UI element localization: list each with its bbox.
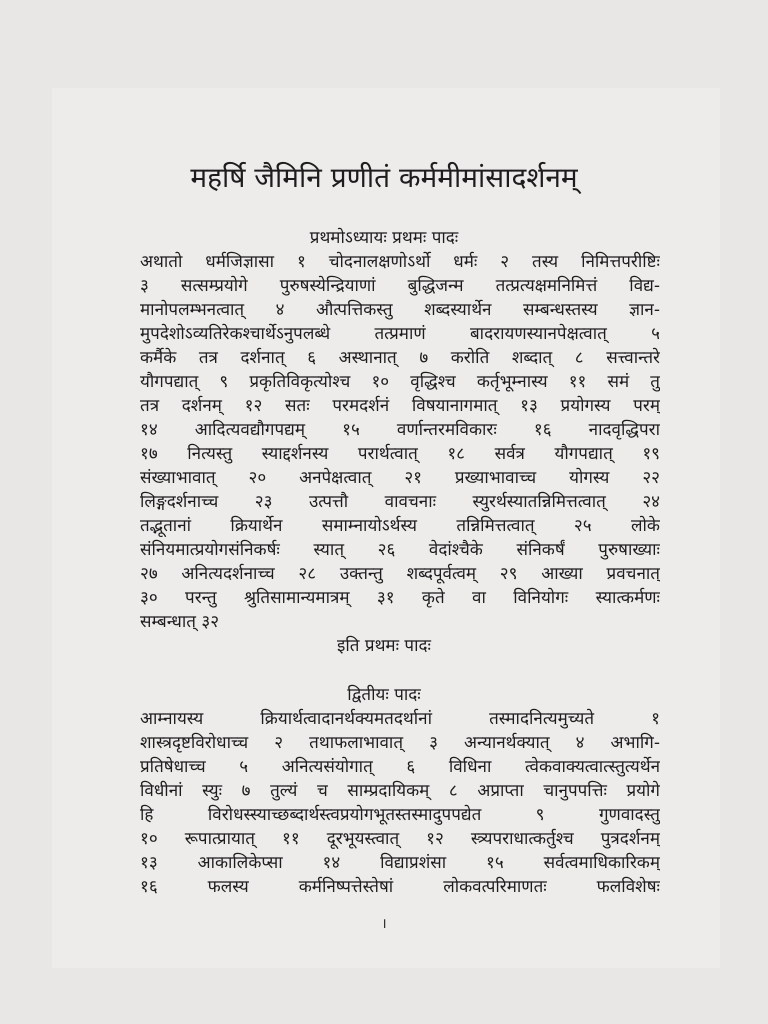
text-line: १७ नित्यस्तु स्याद्दर्शनस्य परार्थत्वात् १८ सर्वत्र यौगपद्यात् १९: [140, 444, 660, 464]
text-line: हि विरोधस्स्याच्छब्दार्थस्त्वप्रयोगभूतस्तस्मादुपपद्येत ९ गुणवादस्तु: [140, 805, 660, 825]
section-heading-adhyaya-1-pada-1: प्रथमोऽध्यायः प्रथमः पादः: [309, 228, 459, 248]
text-line: प्रतिषेधाच्च ५ अनित्यसंयोगात् ६ विधिना त्वेकवाक्यत्वात्स्तुत्यर्थेन: [140, 757, 660, 777]
document-title: महर्षि जैमिनि प्रणीतं कर्ममीमांसादर्शनम्: [190, 161, 578, 194]
text-line: तत्र दर्शनम् १२ सतः परमदर्शनं विषयानागमात् १३ प्रयोगस्य परम्: [140, 396, 660, 416]
text-line: १३ आकालिकेप्सा १४ विद्याप्रशंसा १५ सर्वत्वमाधिकारिकम्: [140, 853, 660, 873]
text-line: १६ फलस्य कर्मनिष्पत्तेस्तेषां लोकवत्परिमाणतः फलविशेषः: [140, 877, 660, 897]
text-line: लिङ्गदर्शनाच्च २३ उत्पत्तौ वावचनाः स्युरर्थस्यातन्निमित्तत्वात् २४: [140, 492, 660, 512]
text-line: २७ अनित्यदर्शनाच्च २८ उक्तन्तु शब्दपूर्वत्वम् २९ आख्या प्रवचनात्: [140, 564, 660, 584]
text-line: संख्याभावात् २० अनपेक्षत्वात् २१ प्रख्याभावाच्च योगस्य २२: [140, 468, 660, 488]
page-number: ।: [381, 916, 387, 932]
text-line: विधीनां स्युः ७ तुल्यं च साम्प्रदायिकम् ८ अप्राप्ता चानुपपत्तिः प्रयोगे: [140, 781, 660, 801]
text-line: संनियमात्प्रयोगसंनिकर्षः स्यात् २६ वेदांश्चैके संनिकर्षं पुरुषाख्याः: [140, 540, 660, 560]
text-line: १४ आदित्यवद्यौगपद्यम् १५ वर्णान्तरमविकारः १६ नादवृद्धिपरा: [140, 420, 660, 440]
text-line: शास्त्रदृष्टविरोधाच्च २ तथाफलाभावात् ३ अन्यानर्थक्यात् ४ अभागि-: [140, 733, 660, 753]
text-line: तद्भूतानां क्रियार्थेन समाम्नायोऽर्थस्य तन्निमित्तत्वात् २५ लोके: [140, 516, 660, 536]
text-line: मानोपलम्भनत्वात् ४ औत्पत्तिकस्तु शब्दस्यार्थेन सम्बन्धस्तस्य ज्ञान-: [140, 300, 660, 320]
text-line: १० रूपात्प्रायात् ११ दूरभूयस्त्वात् १२ स्त्र्यपराधात्कर्तुश्च पुत्रदर्शनम्: [140, 829, 660, 849]
section-end-marker: इति प्रथमः पादः: [337, 636, 431, 656]
text-line: ३० परन्तु श्रुतिसामान्यमात्रम् ३१ कृते वा विनियोगः स्यात्कर्मणः: [140, 588, 660, 608]
text-line: अथातो धर्मजिज्ञासा १ चोदनालक्षणोऽर्थो धर्मः २ तस्य निमित्तपरीष्टिः: [140, 252, 660, 272]
text-line: आम्नायस्य क्रियार्थत्वादानर्थक्यमतदर्थानां तस्मादनित्यमुच्यते १: [140, 709, 660, 729]
text-line: सम्बन्धात् ३२: [140, 612, 220, 632]
text-line: यौगपद्यात् ९ प्रकृतिविकृत्योश्च १० वृद्धिश्च कर्तृभूम्नास्य ११ समं तु: [140, 372, 660, 392]
text-line: ३ सत्सम्प्रयोगे पुरुषस्येन्द्रियाणां बुद्धिजन्म तत्प्रत्यक्षमनिमित्तं विद्य-: [140, 276, 660, 296]
text-line: मुपदेशोऽव्यतिरेकश्चार्थेऽनुपलब्धे तत्प्रमाणं बादरायणस्यानपेक्षत्वात् ५: [140, 324, 660, 344]
section-heading-pada-2: द्वितीयः पादः: [347, 685, 421, 705]
text-line: कर्मैके तत्र दर्शनात् ६ अस्थानात् ७ करोति शब्दात् ८ सत्त्वान्तरे: [140, 348, 660, 368]
